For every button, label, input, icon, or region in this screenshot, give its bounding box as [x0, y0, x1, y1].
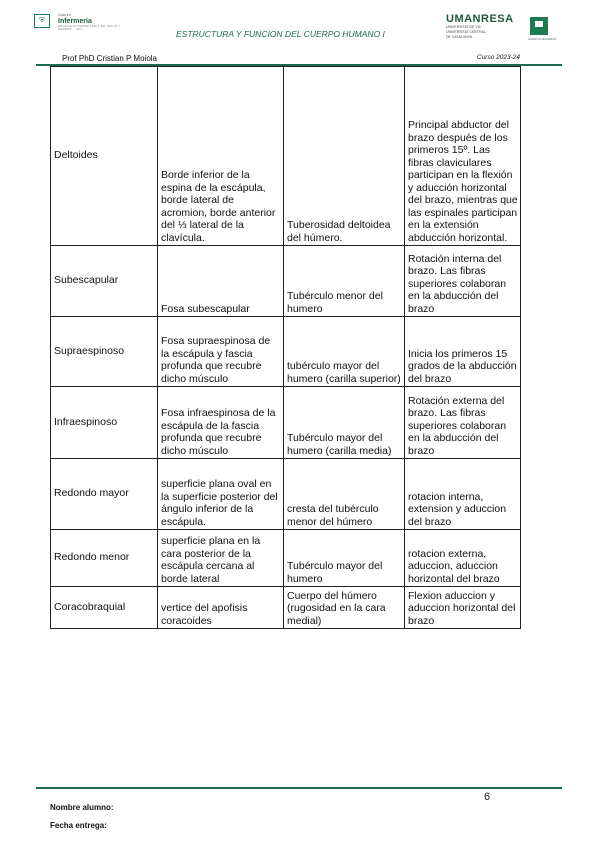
muscle-action: Inicia los primeros 15 grados de la abducción del brazo [405, 317, 521, 387]
muscle-origin: Borde inferior de la espina de la escápula, borde lateral de acromion, borde anterior del ⅓ lateral de la clavícula. [158, 67, 284, 246]
muscle-name: Redondo menor [51, 530, 158, 587]
logo-line-3: ESCOLA UNIVERSITÀRIA DE SALUT I [58, 23, 121, 28]
student-name-label: Nombre alumno: [50, 803, 114, 812]
muscle-insertion: Tubérculo mayor del humero [284, 530, 405, 587]
table-row [51, 587, 521, 629]
muscle-name: Deltoides [51, 67, 158, 246]
umanresa-name: UMANRESA [446, 13, 514, 25]
page-number: 6 [484, 791, 491, 803]
page-header [0, 0, 600, 66]
nursing-school-logo [34, 14, 120, 31]
muscle-insertion: Tubérculo mayor del humero (carilla media) [284, 387, 405, 459]
footer-divider [36, 787, 562, 789]
muscle-insertion: Tuberosidad deltoidea del húmero. [284, 67, 405, 246]
table-row [51, 317, 521, 387]
shield-icon: ⛨ [34, 14, 50, 28]
muscle-action: rotacion interna, extension y aduccion del brazo [405, 459, 521, 530]
muscle-table [50, 66, 521, 629]
muscle-origin: Fosa infraespinosa de la escápula de la fascia profunda que recubre dicho músculo [158, 387, 284, 459]
muscle-name: Infraespinoso [51, 387, 158, 459]
muscle-insertion: tubérculo mayor del humero (carilla superior) [284, 317, 405, 387]
muscle-action: Flexion aduccion y aduccion horizontal del brazo [405, 587, 521, 629]
table-row [51, 246, 521, 317]
muscle-name: Redondo mayor [51, 459, 158, 530]
muscle-action: Rotación externa del brazo. Las fibras superiores colaboran en la abducción del brazo [405, 387, 521, 459]
campus-label: CAMPUS MANRESA [528, 37, 557, 41]
course-year: Curso 2023-24 [477, 54, 520, 61]
muscle-action: Principal abductor del brazo después de los primeros 15º. Las fibras claviculares participan en la flexión y aducción horizontal del brazo, mientras que las espinales participan en la extensión abducción horizontal. [405, 67, 521, 246]
muscle-action: Rotación interna del brazo. Las fibras superiores colaboran en la abducción del brazo [405, 246, 521, 317]
muscle-insertion: Cuerpo del húmero (rugosidad en la cara medial) [284, 587, 405, 629]
logo-line-2: Infermeria [58, 17, 92, 25]
muscle-insertion: cresta del tubérculo menor del húmero [284, 459, 405, 530]
umanresa-logo [446, 14, 514, 40]
campus-square-icon [530, 17, 548, 35]
muscle-name: Coracobraquial [51, 587, 158, 629]
table-row [51, 67, 521, 246]
muscle-origin: superficie plana oval en la superficie posterior del ángulo inferior de la escápula. [158, 459, 284, 530]
logo-line-4: ESPORT · UPC [58, 26, 83, 31]
muscle-origin: Fosa subescapular [158, 246, 284, 317]
document-title: ESTRUCTURA Y FUNCION DEL CUERPO HUMANO I [176, 29, 385, 39]
logo-line-1: Grau en [58, 13, 71, 17]
muscle-origin: superficie plana en la cara posterior de la escápula cercana al borde lateral [158, 530, 284, 587]
umanresa-sub-1: UNIVERSITAT DE VIC [446, 25, 482, 29]
muscle-name: Subescapular [51, 246, 158, 317]
muscle-name: Supraespinoso [51, 317, 158, 387]
umanresa-sub-3: DE CATALUNYA [446, 34, 473, 39]
muscle-insertion: Tubérculo menor del humero [284, 246, 405, 317]
table-row [51, 459, 521, 530]
muscle-origin: vertice del apofisis coracoides [158, 587, 284, 629]
table-row [51, 387, 521, 459]
umanresa-sub-2: UNIVERSITAT CENTRAL [446, 29, 486, 34]
professor-name: Prof PhD Cristian P Moiola [62, 54, 157, 63]
table-row [51, 530, 521, 587]
delivery-date-label: Fecha entrega: [50, 821, 107, 830]
muscle-origin: Fosa supraespinosa de la escápula y fascia profunda que recubre dicho músculo [158, 317, 284, 387]
muscle-action: rotacion externa, aduccion, aduccion horizontal del brazo [405, 530, 521, 587]
